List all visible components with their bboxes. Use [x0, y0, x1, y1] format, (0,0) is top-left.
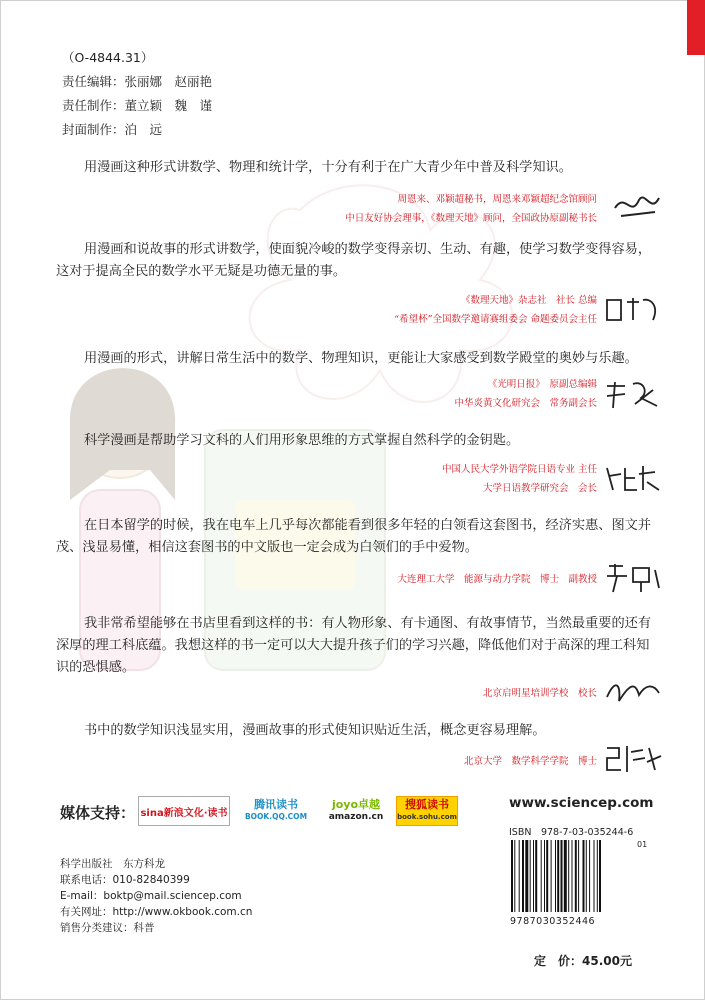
cover-label: 封面制作：: [62, 122, 125, 137]
quote-7-attribution: [464, 752, 597, 771]
barcode-bar: [514, 840, 515, 912]
joyo-logo: [320, 796, 392, 826]
editor-names: 张丽娜 赵丽艳: [124, 74, 213, 89]
cover-names: 泊 远: [124, 122, 163, 137]
sohu-logo: [396, 796, 458, 826]
barcode-bar: [530, 840, 531, 912]
quote-1-attribution: [345, 190, 597, 228]
quote-2: 用漫画和说故事的形式讲数学，使面貌冷峻的数学变得亲切、生动、有趣，使学习数学变得容易，这对于提高全民的数学水平无疑是功德无量的事。: [56, 242, 652, 279]
joyo-logo-text: joyo卓越: [331, 798, 381, 811]
quote-7: 书中的数学知识浅显实用，漫画故事的形式使知识贴近生活，概念更容易理解。: [84, 723, 546, 738]
barcode-bar: [546, 840, 548, 912]
publisher-name: 科学出版社 东方科龙: [60, 858, 165, 870]
isbn-number: ISBN 978-7-03-035244-6: [509, 827, 634, 838]
attribution-line: “希望杯”全国数学邀请赛组委会 命题委员会主任: [394, 314, 597, 325]
barcode-image: [509, 838, 649, 916]
production-label: 责任制作：: [62, 98, 125, 113]
book-price: 定 价：45.00元: [534, 954, 632, 968]
publisher-phone: 联系电话：010-82840399: [60, 874, 190, 886]
quote-3: 用漫画的形式，讲解日常生活中的数学、物理知识，更能让大家感受到数学殿堂的奥妙与乐趣。: [84, 351, 638, 366]
attribution-line: 中国人民大学外语学院日语专业 主任: [441, 464, 597, 475]
barcode-bar: [533, 840, 534, 912]
barcode-bar: [597, 840, 598, 912]
attribution-line: 周恩来、邓颖超秘书，周恩来邓颖超纪念馆顾问: [397, 194, 597, 205]
tencent-logo: [236, 796, 316, 826]
barcode-bar: [557, 840, 559, 912]
barcode-bar: [599, 840, 601, 912]
cover-edge-stripe: [687, 0, 705, 55]
attribution-line: 大连理工大学 能源与动力学院 博士 副教授: [397, 574, 597, 585]
signature-2: [603, 294, 663, 324]
attribution-line: 《光明日报》 原副总编辑: [487, 379, 597, 390]
attribution-line: 北京启明星培训学校 校长: [482, 688, 597, 699]
barcode-bar: [551, 840, 552, 912]
quote-4: 科学漫画是帮助学习文科的人们用形象思维的方式掌握自然科学的金钥匙。: [84, 433, 520, 448]
barcode-bar: [511, 840, 513, 912]
tencent-logo-url: BOOK.QQ.COM: [244, 812, 308, 821]
barcode-bar: [583, 840, 585, 912]
media-support-label: 媒体支持：: [60, 804, 136, 822]
quote-6-attribution: [483, 684, 597, 703]
attribution-line: 北京大学 数学科学学院 博士: [463, 756, 597, 767]
attribution-line: 中华炎黄文化研究会 常务副会长: [454, 398, 597, 409]
barcode-bar: [572, 840, 573, 912]
publisher-website: www.sciencep.com: [509, 795, 654, 811]
publisher-info: [60, 856, 252, 920]
book-code: （O-4844.31）: [62, 50, 154, 65]
sohu-logo-url: book.sohu.com: [397, 813, 457, 821]
barcode-bar: [568, 840, 569, 912]
barcode-bar: [589, 840, 590, 912]
production-names: 董立颖 魏 谨: [124, 98, 213, 113]
signature-3: [603, 378, 663, 412]
attribution-line: 大学日语教学研究会 会长: [482, 483, 597, 494]
quote-4-attribution: [442, 460, 597, 498]
amazon-logo-text: amazon.cn: [328, 812, 384, 822]
sohu-logo-text: 搜狐读书: [405, 798, 449, 811]
barcode-bar: [522, 840, 524, 912]
barcode-bar: [555, 840, 556, 912]
sales-category: 销售分类建议：科普: [60, 922, 155, 934]
barcode-addon: 01: [637, 840, 648, 849]
barcode-bar: [535, 840, 537, 912]
sina-logo-text: sina新浪文化·读书: [140, 807, 228, 819]
barcode-bar: [544, 840, 545, 912]
barcode-bar: [564, 840, 567, 912]
signature-7: [603, 742, 663, 774]
barcode-bar: [575, 840, 577, 912]
barcode-bar: [519, 840, 520, 912]
editor-label: 责任编辑：: [62, 74, 125, 89]
credits-block: [62, 46, 212, 142]
signature-1: [611, 188, 663, 224]
tencent-logo-text: 腾讯读书: [254, 798, 298, 811]
barcode-number: 9787030352446: [510, 916, 596, 927]
quote-6: 我非常希望能够在书店里看到这样的书：有人物形象、有卡通图、有故事情节，当然最重要的还有深厚的理工科底蕴。我想这样的书一定可以大大提升孩子们的学习兴趣，降低他们对于高深的理工科知识的恐惧感。: [56, 616, 652, 675]
barcode-bar: [525, 840, 528, 912]
barcode-bar: [541, 840, 542, 912]
quote-5-attribution: [397, 570, 597, 589]
signature-5: [603, 562, 663, 594]
attribution-line: 中日友好协会理事，《数理天地》顾问，全国政协原副秘书长: [345, 213, 597, 224]
quote-2-attribution: [394, 291, 597, 329]
signature-4: [603, 462, 663, 494]
barcode-bar: [586, 840, 587, 912]
barcode-bar: [578, 840, 579, 912]
barcode-bar: [561, 840, 563, 912]
quote-1: 用漫画这种形式讲数学、物理和统计学，十分有利于在广大青少年中普及科学知识。: [84, 160, 572, 175]
sina-logo: [138, 796, 230, 826]
publisher-url: 有关网址：http://www.okbook.com.cn: [60, 906, 253, 918]
publisher-email: E-mail：boktp@mail.sciencep.com: [60, 890, 242, 902]
quote-3-attribution: [454, 375, 597, 413]
barcode-bar: [594, 840, 595, 912]
signature-6: [603, 675, 663, 705]
quote-5: 在日本留学的时候，我在电车上几乎每次都能看到很多年轻的白领看这套图书，经济实惠、图文并茂、浅显易懂，相信这套图书的中文版也一定会成为白领们的手中爱物。: [56, 518, 652, 555]
attribution-line: 《数理天地》杂志社 社长 总编: [460, 295, 597, 306]
